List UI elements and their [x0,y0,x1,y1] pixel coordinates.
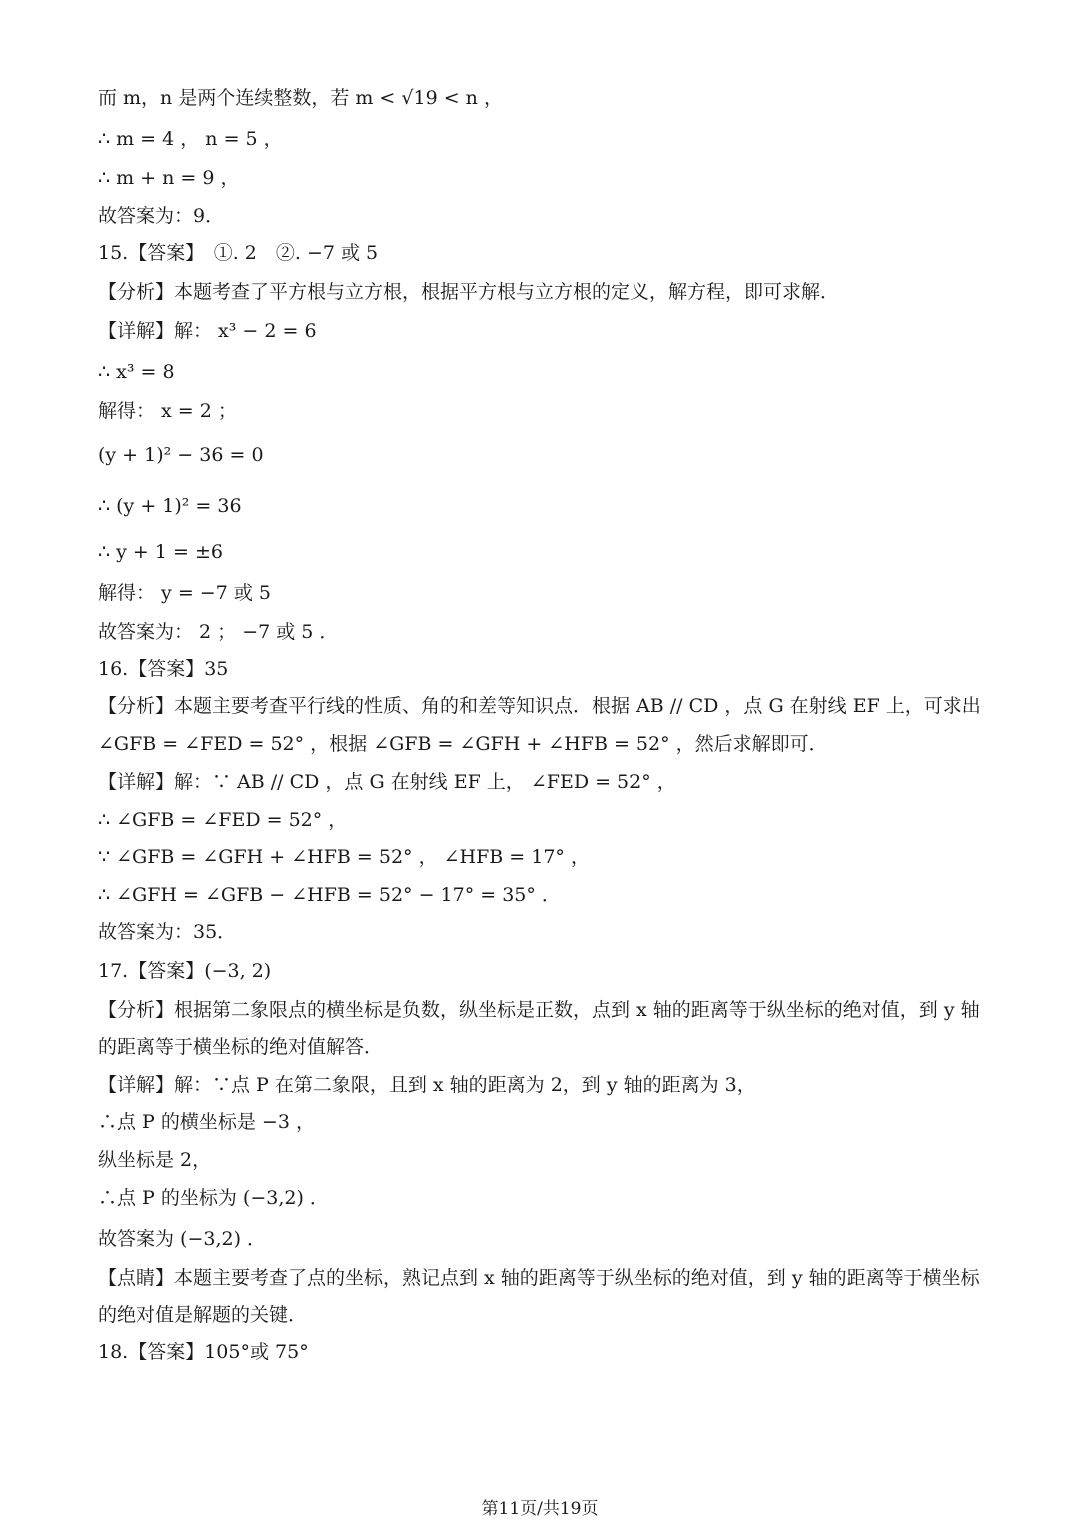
text-line: ∴ m = 4 ， n = 5 ， [98,128,283,150]
text-line: 解得： y = −7 或 5 [98,582,271,604]
text-line: ∴ m + n = 9 ， [98,167,240,189]
text-line: 故答案为： 2 ； −7 或 5 ． [98,621,339,643]
text-line: 【分析】本题主要考查平行线的性质、角的和差等知识点．根据 AB // CD ，点 G 在射线 EF 上，可求出 [98,695,981,717]
text-line: 解得： x = 2 ； [98,400,237,422]
answer-heading-15: 15.【答案】 ①. 2 ②. −7 或 5 [98,242,379,264]
answer-heading-16: 16.【答案】35 [98,658,229,680]
text-line: ∴ (y + 1)² = 36 [98,495,242,517]
page-number-footer: 第11页/共19页 [481,1499,599,1519]
text-line: ∴点 P 的坐标为 (−3,2) ． [98,1187,329,1209]
text-line: 【详解】解：∵点 P 在第二象限，且到 x 轴的距离为 2，到 y 轴的距离为 3， [98,1074,756,1096]
text-line: 【点睛】本题主要考查了点的坐标，熟记点到 x 轴的距离等于纵坐标的绝对值，到 y 轴的距离等于横坐标 [98,1267,980,1289]
text-line: ∠GFB = ∠FED = 52° ，根据 ∠GFB = ∠GFH + ∠HFB = 52° ，然后求解即可． [98,733,828,755]
text-line: 【分析】本题考查了平方根与立方根，根据平方根与立方根的定义，解方程，即可求解． [98,281,840,303]
text-line: 而 m，n 是两个连续整数，若 m < √19 < n ， [98,87,503,109]
text-line: ∴ ∠GFH = ∠GFB − ∠HFB = 52° − 17° = 35° ． [98,884,561,906]
text-line: 故答案为：35． [98,921,237,943]
text-line: 【详解】解：∵ AB // CD ，点 G 在射线 EF 上， ∠FED = 52° ， [98,771,676,793]
text-line: (y + 1)² − 36 = 0 [98,444,264,466]
text-line: 【分析】根据第二象限点的横坐标是负数，纵坐标是正数，点到 x 轴的距离等于纵坐标的绝对值，到 y 轴 [98,999,980,1021]
text-line: 的绝对值是解题的关键． [98,1304,308,1326]
text-line: 【详解】解： x³ − 2 = 6 [98,320,317,342]
answer-heading-17: 17.【答案】(−3, 2) [98,960,272,982]
text-line: 纵坐标是 2， [98,1149,212,1171]
text-line: ∴点 P 的横坐标是 −3 ， [98,1111,315,1133]
text-line: ∴ x³ = 8 [98,361,175,383]
text-line: ∴ ∠GFB = ∠FED = 52° ， [98,809,348,831]
text-line: 的距离等于横坐标的绝对值解答． [98,1036,384,1058]
answer-heading-18: 18.【答案】105°或 75° [98,1341,309,1363]
text-line: ∴ y + 1 = ±6 [98,541,223,563]
text-line: 故答案为 (−3,2) ． [98,1228,267,1250]
text-line: ∵ ∠GFB = ∠GFH + ∠HFB = 52° ， ∠HFB = 17° ， [98,846,590,868]
text-line: 故答案为：9． [98,205,225,227]
